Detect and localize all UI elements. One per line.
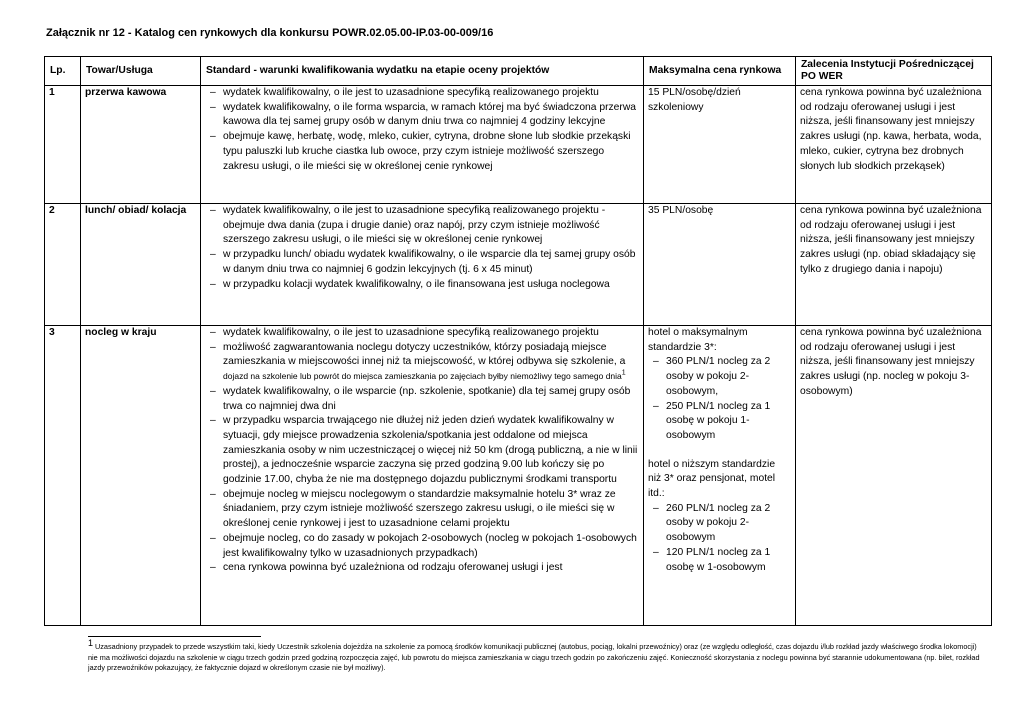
header-standard: Standard - warunki kwalifikowania wydatku na etapie oceny projektów xyxy=(201,57,644,86)
row-number: 2 xyxy=(45,204,81,326)
table-row xyxy=(45,326,992,626)
footnote-text: Uzasadniony przypadek to przede wszystkim taki, kiedy Uczestnik szkolenia dojeżdża na szkolenie za pomocą środków komunikacji publicznej (autobus, pociąg, lokalni przewoźnicy) oraz (ze względu odległość, czas dojazdu i/lub rozkład jazdy właściwego środka lokomocji) nie ma możliwości dojazdu na szkolenie w ciągu trzech godzin przed godziną rozpoczęcia zajęć, lub powrotu do miejsca zamieszkania w ciągu trzech godzin po zakończeniu zajęć. Konieczność skorzystania z noclegu powinna być starannie udokumentowana (np. bilet, rozkład jazdy przewoźników pokazujący, że faktycznie dojazd w określonym czasie nie był możliwy). xyxy=(88,642,980,672)
header-recommendation: Zalecenia Instytucji Pośredniczącej PO WER xyxy=(796,57,992,86)
condition-item: – wydatek kwalifikowalny, o ile jest to uzasadnione specyfiką realizowanego projektu - obejmuje dwa dania (zupa i drugie danie) oraz napój, przy czym istnieje możliwość szerszego zakresu usługi, o ile mieści się w określonej cenie rynkowej xyxy=(205,204,639,248)
condition-item: – w przypadku wsparcia trwającego nie dłużej niż jeden dzień wydatek kwalifikowalny w sytuacji, gdy miejsce prowadzenia szkolenia/spotkania jest oddalone od miejsca zamieszkania osoby w nim uczestniczącej o więcej niż 50 km (drogą publiczną, a nie w linii prostej), a jednocześnie wsparcie zaczyna się przed godziną 9.00 lub kończy się po godzinie 17.00, chyba że nie ma dostępnego dojazdu publicznymi środkami transportu xyxy=(205,414,639,488)
row-recommendation: cena rynkowa powinna być uzależniona od rodzaju oferowanej usługi i jest niższa, jeśli finansowany jest mniejszy zakres usługi (np. kawa, herbata, woda, mleko, cukier, cytryna bez drobnych słonych lub słodkich przekąsek) xyxy=(796,86,992,204)
row-conditions xyxy=(201,204,644,326)
condition-text: możliwość zagwarantowania noclegu dotyczy uczestników, którzy posiadają miejsce zamieszkania w miejscowości innej niż ta miejscowość, w której odbywa się szkolenie, a xyxy=(223,341,626,368)
condition-item: – wydatek kwalifikowalny, o ile forma wsparcia, w ramach której ma być świadczona przerwa kawowa dla tej samej grupy osób w danym dniu trwa co najmniej 4 godziny lekcyjne xyxy=(205,101,639,130)
condition-item: – w przypadku lunch/ obiadu wydatek kwalifikowalny, o ile wsparcie dla tej samej grupy osób w danym dniu trwa co najmniej 6 godzin lekcyjnych (tj. 6 x 45 minut) xyxy=(205,248,639,277)
row-item: przerwa kawowa xyxy=(81,86,201,204)
row-price xyxy=(644,326,796,626)
row-conditions xyxy=(201,326,644,626)
header-item: Towar/Usługa xyxy=(81,57,201,86)
row-item: lunch/ obiad/ kolacja xyxy=(81,204,201,326)
row-price: 15 PLN/osobę/dzień szkoleniowy xyxy=(644,86,796,204)
condition-item: – obejmuje kawę, herbatę, wodę, mleko, cukier, cytryna, drobne słone lub słodkie przekąski typu paluszki lub kruche ciastka lub owoce, przy czym istnieje możliwość szerszego zakresu usługi, o ile mieści się w określonej cenie rynkowej xyxy=(205,130,639,174)
table-row xyxy=(45,204,992,326)
row-price: 35 PLN/osobę xyxy=(644,204,796,326)
price-intro: hotel o niższym standardzie niż 3* oraz pensjonat, motel itd.: xyxy=(648,458,776,500)
row-number: 3 xyxy=(45,326,81,626)
price-catalog-table xyxy=(44,56,992,626)
price-intro: hotel o maksymalnym standardzie 3*: xyxy=(648,327,748,353)
price-item: – 260 PLN/1 nocleg za 2 osoby w pokoju 2-osobowym xyxy=(648,502,791,546)
row-recommendation: cena rynkowa powinna być uzależniona od rodzaju oferowanej usługi i jest niższa, jeśli finansowany jest mniejszy zakres usługi (np. nocleg w pokoju 3-osobowym) xyxy=(796,326,992,626)
row-conditions xyxy=(201,86,644,204)
condition-item: – wydatek kwalifikowalny, o ile jest to uzasadnione specyfiką realizowanego projektu xyxy=(205,326,639,341)
row-recommendation: cena rynkowa powinna być uzależniona od rodzaju oferowanej usługi i jest niższa, jeśli finansowany jest mniejszy zakres usługi (np. obiad składający się tylko z drugiego dania i napoju) xyxy=(796,204,992,326)
page-title: Załącznik nr 12 - Katalog cen rynkowych dla konkursu POWR.02.05.00-IP.03-00-009/16 xyxy=(46,27,494,39)
header-lp: Lp. xyxy=(45,57,81,86)
condition-item: – w przypadku kolacji wydatek kwalifikowalny, o ile finansowana jest usługa noclegowa xyxy=(205,278,639,293)
footnote xyxy=(88,637,988,674)
price-item: – 120 PLN/1 nocleg za 1 osobę w 1-osobowym xyxy=(648,546,791,575)
footnote-divider xyxy=(88,636,261,637)
table-row xyxy=(45,86,992,204)
condition-item: – cena rynkowa powinna być uzależniona od rodzaju oferowanej usługi i jest xyxy=(205,561,639,576)
footnote-number: 1 xyxy=(88,637,94,648)
condition-small-text: dojazd na szkolenie lub powrót do miejsca zamieszkania po zajęciach byłby niemożliwy tego samego dnia xyxy=(223,371,622,382)
table-header-row xyxy=(45,57,992,86)
condition-item: – obejmuje nocleg, co do zasady w pokojach 2-osobowych (nocleg w pokojach 1-osobowych jest kwalifikowalny tylko w uzasadnionych przypadkach) xyxy=(205,532,639,561)
header-price: Maksymalna cena rynkowa xyxy=(644,57,796,86)
condition-item xyxy=(205,341,639,385)
condition-item: – wydatek kwalifikowalny, o ile wsparcie (np. szkolenie, spotkanie) dla tej samej grupy osób trwa co najmniej dwa dni xyxy=(205,385,639,414)
condition-item: – wydatek kwalifikowalny, o ile jest to uzasadnione specyfiką realizowanego projektu xyxy=(205,86,639,101)
row-number: 1 xyxy=(45,86,81,204)
row-item: nocleg w kraju xyxy=(81,326,201,626)
condition-item: – obejmuje nocleg w miejscu noclegowym o standardzie maksymalnie hotelu 3* wraz ze śniadaniem, przy czym istnieje możliwość szerszego zakresu usługi, o ile mieści się w określonej cenie rynkowej i jest to uzasadnione celami projektu xyxy=(205,488,639,532)
price-item: – 250 PLN/1 nocleg za 1 osobę w pokoju 1-osobowym xyxy=(648,400,791,444)
footnote-reference: 1 xyxy=(621,369,626,377)
price-item: – 360 PLN/1 nocleg za 2 osoby w pokoju 2-osobowym, xyxy=(648,355,791,399)
